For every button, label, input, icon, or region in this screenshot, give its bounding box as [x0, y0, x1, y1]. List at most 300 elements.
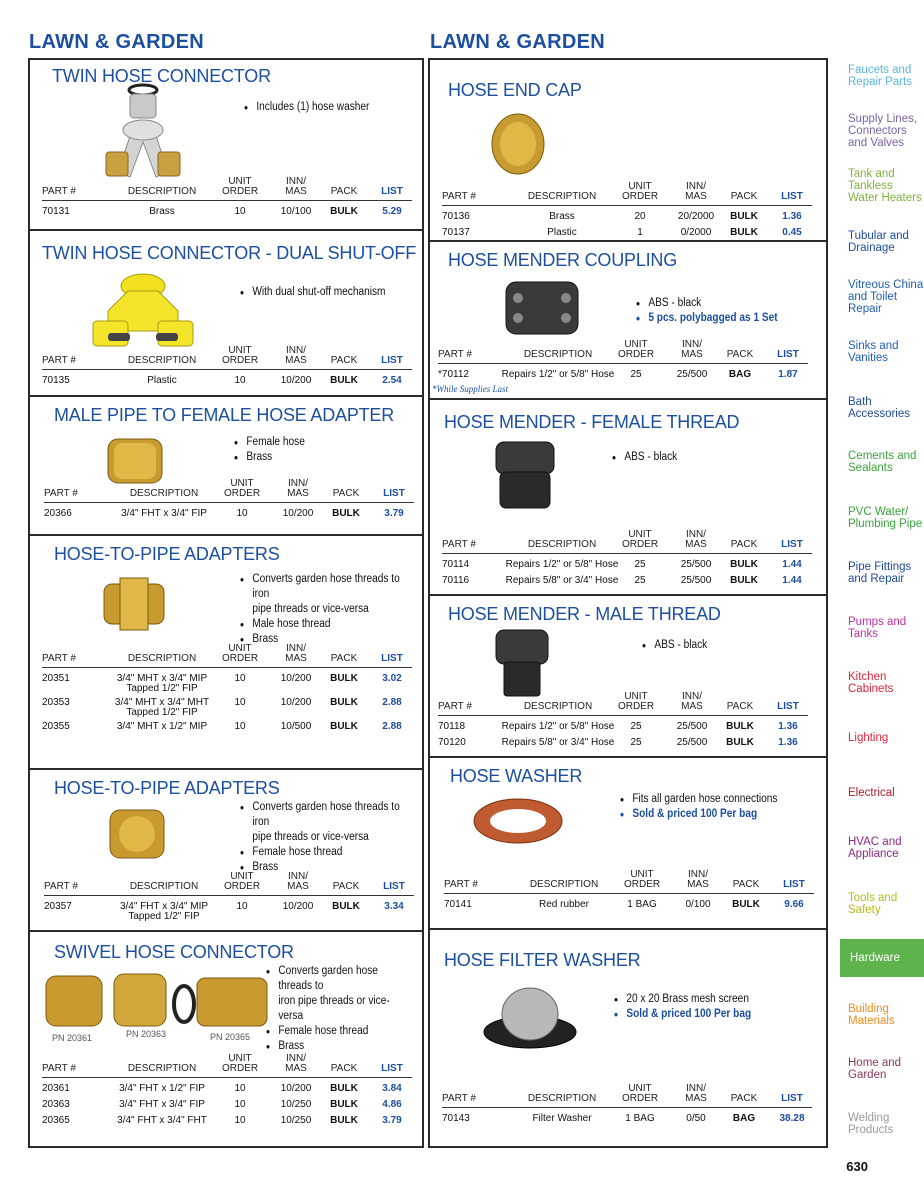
- column-header-part: PART #: [444, 879, 478, 890]
- bullet-item: • Includes (1) hose washer: [244, 100, 369, 115]
- cell-list: 3.34: [384, 901, 404, 912]
- column-header-inn: INN/ MAS: [681, 691, 703, 712]
- cell-inn: 0/50: [686, 1113, 706, 1124]
- column-header-inn: INN/ MAS: [681, 339, 703, 360]
- bullet-item: • ABS - black: [612, 450, 677, 465]
- table-row: [444, 898, 814, 914]
- table-row: [42, 1082, 412, 1098]
- cell-unit: 25: [634, 575, 646, 586]
- column-header-pack: PACK: [726, 701, 754, 712]
- column-header-part: PART #: [44, 881, 78, 892]
- sidebar-category-kitchen-cabinets[interactable]: Kitchen Cabinets: [848, 671, 894, 695]
- cell-part: 20355: [42, 721, 70, 732]
- column-header-list: LIST: [781, 539, 803, 550]
- cell-desc: Plastic: [147, 375, 177, 386]
- product-table: [442, 1080, 812, 1128]
- cell-desc: 3/4" FHT x 3/4" FHT: [117, 1115, 207, 1126]
- section-twin-hose-connector: [28, 58, 424, 231]
- cell-part: 70114: [442, 559, 470, 570]
- cell-list: 2.88: [382, 697, 402, 708]
- cell-list: 1.36: [778, 721, 798, 732]
- cell-pack: BAG: [728, 369, 752, 380]
- cell-unit: 10: [234, 375, 246, 386]
- section-title: SWIVEL HOSE CONNECTOR: [54, 942, 294, 962]
- table-row: [442, 574, 812, 590]
- cell-inn: 10/250: [280, 1099, 312, 1110]
- column-header-inn: INN/ MAS: [287, 478, 309, 499]
- column-header-part: PART #: [42, 186, 76, 197]
- cell-inn: 20/2000: [677, 211, 715, 222]
- cell-unit: 10: [236, 901, 248, 912]
- column-header-list: LIST: [781, 191, 803, 202]
- table-row: [42, 672, 412, 696]
- cell-desc: Brass: [149, 206, 175, 217]
- cell-desc: Filter Washer: [532, 1113, 592, 1124]
- cell-pack: BULK: [330, 206, 358, 217]
- column-header-unit: UNIT ORDER: [221, 176, 259, 197]
- cell-inn: 10/200: [280, 697, 312, 708]
- table-row: [44, 507, 414, 523]
- page-header-left: LAWN & GARDEN: [29, 31, 205, 53]
- cell-list: 1.36: [778, 737, 798, 748]
- table-header: [444, 866, 814, 894]
- column-header-list: LIST: [381, 1063, 403, 1074]
- column-header-list: LIST: [777, 349, 799, 360]
- column-header-unit: UNIT ORDER: [617, 339, 655, 360]
- section-hose-mender-male: [428, 596, 828, 758]
- column-header-part: PART #: [438, 349, 472, 360]
- product-table: [44, 475, 414, 523]
- section-hose-to-pipe-1: [28, 536, 424, 770]
- column-header-list: LIST: [383, 881, 405, 892]
- sidebar-category-pipe-fittings-and-repair[interactable]: Pipe Fittings and Repair: [848, 561, 912, 585]
- cell-inn: 25/500: [676, 737, 708, 748]
- table-header: [42, 640, 412, 668]
- cell-inn: 10/200: [282, 508, 314, 519]
- bullet-list: [240, 572, 400, 647]
- cell-unit: 10: [234, 1083, 246, 1094]
- brass-adapter-image: [106, 806, 168, 862]
- column-header-pack: PACK: [330, 355, 358, 366]
- sidebar-category-pvc-water-plumbing-pipe[interactable]: PVC Water/ Plumbing Pipe: [848, 506, 923, 530]
- cell-desc: 3/4" FHT x 3/4" FIP: [121, 508, 207, 519]
- cell-desc: Repairs 1/2" or 5/8" Hose: [501, 369, 615, 380]
- cell-list: 5.29: [382, 206, 402, 217]
- section-hose-mender-female: [428, 400, 828, 596]
- cell-pack: BULK: [330, 721, 358, 732]
- product-table: [42, 342, 412, 390]
- mender-coupling-image: [502, 276, 582, 340]
- cell-desc: 3/4" MHT x 3/4" MHT Tapped 1/2" FIP: [114, 697, 210, 718]
- column-header-desc: DESCRIPTION: [527, 1093, 597, 1104]
- table-row: [42, 696, 412, 720]
- mender-female-image: [490, 438, 560, 514]
- cell-pack: BULK: [330, 375, 358, 386]
- cell-part: 70143: [442, 1113, 470, 1124]
- product-table: [442, 178, 812, 242]
- table-header: [42, 173, 412, 201]
- brass-adapter-image: [100, 574, 168, 634]
- cell-list: 1.44: [782, 575, 802, 586]
- column-header-desc: DESCRIPTION: [523, 701, 593, 712]
- column-header-list: LIST: [383, 488, 405, 499]
- cell-part: 20351: [42, 673, 70, 684]
- bullet-item: • 20 x 20 Brass mesh screen: [614, 992, 751, 1007]
- sidebar-category-pumps-and-tanks[interactable]: Pumps and Tanks: [848, 616, 907, 640]
- cell-unit: 10: [234, 673, 246, 684]
- sidebar-category-vitreous-china-and-toilet-repair[interactable]: Vitreous China and Toilet Repair: [848, 279, 924, 315]
- part-number-label: PN 20365: [210, 1032, 251, 1042]
- section-title: HOSE END CAP: [448, 80, 582, 100]
- bullet-item: • Converts garden hose threads to iron pipe threads or vice-versa: [240, 572, 400, 617]
- table-row: [442, 226, 812, 242]
- bullet-list: [234, 435, 305, 465]
- sidebar-category-home-and-garden[interactable]: Home and Garden: [848, 1057, 902, 1081]
- column-header-part: PART #: [42, 355, 76, 366]
- column-header-pack: PACK: [330, 653, 358, 664]
- sidebar-category-hardware[interactable]: Hardware: [840, 939, 924, 977]
- table-header: [442, 526, 812, 554]
- column-header-pack: PACK: [330, 186, 358, 197]
- table-header: [44, 868, 414, 896]
- cell-unit: 10: [234, 206, 246, 217]
- sidebar-category-electrical[interactable]: Electrical: [848, 787, 895, 799]
- product-table: [442, 526, 812, 590]
- sidebar-category-sinks-and-vanities[interactable]: Sinks and Vanities: [848, 340, 899, 364]
- section-title: HOSE-TO-PIPE ADAPTERS: [54, 544, 280, 564]
- cell-list: 1.44: [782, 559, 802, 570]
- product-table: [438, 688, 808, 752]
- sidebar-category-welding-products[interactable]: Welding Products: [848, 1112, 894, 1136]
- product-table: [42, 1050, 412, 1130]
- sidebar-category-tank-and-tankless-water-heaters[interactable]: Tank and Tankless Water Heaters: [848, 168, 922, 204]
- section-hose-end-cap: [428, 58, 828, 242]
- table-header: [438, 336, 808, 364]
- cell-pack: BULK: [330, 673, 358, 684]
- bullet-item: • Female hose thread: [240, 845, 400, 860]
- column-header-part: PART #: [438, 701, 472, 712]
- cell-part: 70135: [42, 375, 70, 386]
- column-header-unit: UNIT ORDER: [221, 345, 259, 366]
- cell-pack: BULK: [330, 697, 358, 708]
- column-header-pack: PACK: [730, 1093, 758, 1104]
- cell-list: 3.84: [382, 1083, 402, 1094]
- bullet-list: [240, 800, 400, 875]
- cell-pack: BULK: [726, 721, 754, 732]
- column-header-list: LIST: [781, 1093, 803, 1104]
- cell-desc: Repairs 5/8" or 3/4" Hose: [505, 575, 619, 586]
- sidebar-category-cements-and-sealants[interactable]: Cements and Sealants: [848, 450, 917, 474]
- bullet-list: [642, 638, 707, 653]
- section-title: HOSE-TO-PIPE ADAPTERS: [54, 778, 280, 798]
- cell-pack: BULK: [332, 901, 360, 912]
- column-header-pack: PACK: [332, 488, 360, 499]
- column-header-part: PART #: [42, 653, 76, 664]
- bullet-list: [636, 296, 778, 326]
- cell-list: 1.36: [782, 211, 802, 222]
- bullet-list: [240, 285, 385, 300]
- table-header: [42, 342, 412, 370]
- cell-pack: BULK: [730, 559, 758, 570]
- column-header-pack: PACK: [330, 1063, 358, 1074]
- cell-pack: BULK: [332, 508, 360, 519]
- column-header-desc: DESCRIPTION: [127, 355, 197, 366]
- sidebar-category-supply-lines-connectors-and-valves[interactable]: Supply Lines, Connectors and Valves: [848, 113, 918, 149]
- section-title: TWIN HOSE CONNECTOR - DUAL SHUT-OFF: [42, 243, 417, 263]
- section-swivel-hose-connector: [28, 932, 424, 1148]
- table-row: [438, 368, 808, 384]
- bullet-item: • Brass: [240, 860, 400, 875]
- section-male-pipe-female-hose: [28, 397, 424, 536]
- cell-desc: Red rubber: [538, 899, 590, 910]
- cell-inn: 10/250: [280, 1115, 312, 1126]
- cell-unit: 10: [234, 697, 246, 708]
- cell-inn: 10/200: [280, 375, 312, 386]
- cell-part: 20361: [42, 1083, 70, 1094]
- product-table: [438, 336, 808, 384]
- column-header-part: PART #: [442, 1093, 476, 1104]
- bullet-list: [266, 964, 403, 1054]
- cell-unit: 10: [234, 1115, 246, 1126]
- column-header-unit: UNIT ORDER: [621, 181, 659, 202]
- cell-list: 3.02: [382, 673, 402, 684]
- cell-inn: 25/500: [676, 721, 708, 732]
- column-header-desc: DESCRIPTION: [527, 539, 597, 550]
- table-row: [42, 205, 412, 221]
- cell-desc: 3/4" MHT x 3/4" MIP Tapped 1/2" FIP: [116, 673, 208, 694]
- sidebar-category-building-materials[interactable]: Building Materials: [848, 1003, 895, 1027]
- cell-pack: BULK: [732, 899, 760, 910]
- column-header-unit: UNIT ORDER: [621, 1083, 659, 1104]
- bullet-item: • Brass: [240, 632, 400, 647]
- cell-desc: Repairs 5/8" or 3/4" Hose: [501, 737, 615, 748]
- cell-unit: 25: [630, 721, 642, 732]
- column-header-desc: DESCRIPTION: [129, 488, 199, 499]
- cell-desc: Repairs 1/2" or 5/8" Hose: [505, 559, 619, 570]
- cell-unit: 1 BAG: [625, 1113, 655, 1124]
- cell-inn: 10/200: [280, 673, 312, 684]
- cell-pack: BULK: [330, 1083, 358, 1094]
- table-row: [42, 1114, 412, 1130]
- sidebar-category-lighting[interactable]: Lighting: [848, 732, 889, 744]
- filter-washer-image: [480, 982, 580, 1052]
- column-header-desc: DESCRIPTION: [523, 349, 593, 360]
- cell-inn: 10/200: [282, 901, 314, 912]
- bullet-item: • With dual shut-off mechanism: [240, 285, 385, 300]
- product-table: [42, 173, 412, 221]
- cell-inn: 0/100: [685, 899, 711, 910]
- bullet-item: • Male hose thread: [240, 617, 400, 632]
- column-header-unit: UNIT ORDER: [623, 869, 661, 890]
- section-title: HOSE MENDER COUPLING: [448, 250, 678, 270]
- column-header-desc: DESCRIPTION: [127, 653, 197, 664]
- column-header-inn: INN/ MAS: [685, 1083, 707, 1104]
- section-hose-to-pipe-2: [28, 770, 424, 932]
- column-header-list: LIST: [381, 186, 403, 197]
- cell-inn: 25/500: [680, 559, 712, 570]
- column-header-desc: DESCRIPTION: [527, 191, 597, 202]
- bullet-list: [612, 450, 677, 465]
- table-row: [438, 720, 808, 736]
- table-header: [44, 475, 414, 503]
- table-row: [42, 374, 412, 390]
- cell-inn: 10/100: [280, 206, 312, 217]
- table-header: [442, 178, 812, 206]
- section-hose-mender-coupling: [428, 242, 828, 400]
- bullet-item: • ABS - black: [642, 638, 707, 653]
- cell-part: 20363: [42, 1099, 70, 1110]
- cell-unit: 20: [634, 211, 646, 222]
- bullet-item: • Female hose: [234, 435, 305, 450]
- cell-unit: 10: [234, 721, 246, 732]
- cell-pack: BULK: [726, 737, 754, 748]
- hose-washer-image: [470, 796, 566, 846]
- cell-part: 70141: [444, 899, 472, 910]
- section-hose-washer: [428, 758, 828, 930]
- cell-pack: BULK: [330, 1099, 358, 1110]
- cell-desc: Brass: [549, 211, 575, 222]
- cell-inn: 10/500: [280, 721, 312, 732]
- cell-part: *70112: [438, 369, 469, 380]
- column-header-unit: UNIT ORDER: [621, 529, 659, 550]
- column-header-inn: INN/ MAS: [285, 1053, 307, 1074]
- bullet-item: • Brass: [266, 1039, 403, 1054]
- sidebar-category-tubular-and-drainage[interactable]: Tubular and Drainage: [848, 230, 909, 254]
- cell-part: 70131: [42, 206, 70, 217]
- cell-desc: Repairs 1/2" or 5/8" Hose: [501, 721, 615, 732]
- sidebar-category-bath-accessories[interactable]: Bath Accessories: [848, 396, 910, 420]
- cell-unit: 10: [234, 1099, 246, 1110]
- column-header-part: PART #: [44, 488, 78, 499]
- column-header-inn: INN/ MAS: [685, 181, 707, 202]
- cell-list: 4.86: [382, 1099, 402, 1110]
- bullet-item: • Female hose thread: [266, 1024, 403, 1039]
- cell-pack: BULK: [730, 575, 758, 586]
- cell-list: 3.79: [382, 1115, 402, 1126]
- cell-part: 70116: [442, 575, 470, 586]
- section-title: HOSE WASHER: [450, 766, 583, 786]
- table-header: [42, 1050, 412, 1078]
- cell-pack: BAG: [732, 1113, 756, 1124]
- cell-list: 9.66: [784, 899, 804, 910]
- table-row: [442, 1112, 812, 1128]
- cell-inn: 0/2000: [680, 227, 712, 238]
- column-header-inn: INN/ MAS: [285, 345, 307, 366]
- cell-list: 38.28: [779, 1113, 805, 1124]
- cell-unit: 25: [630, 737, 642, 748]
- table-row: [42, 720, 412, 736]
- column-header-desc: DESCRIPTION: [127, 1063, 197, 1074]
- table-row: [442, 558, 812, 574]
- cell-part: 20357: [44, 901, 72, 912]
- bullet-item: • 5 pcs. polybagged as 1 Set: [636, 311, 778, 326]
- cell-unit: 1 BAG: [627, 899, 657, 910]
- product-table: [44, 868, 414, 924]
- section-title: HOSE MENDER - FEMALE THREAD: [444, 412, 740, 432]
- sidebar-category-hvac-and-appliance[interactable]: HVAC and Appliance: [848, 836, 902, 860]
- column-header-pack: PACK: [730, 539, 758, 550]
- end-cap-image: [488, 112, 548, 176]
- cell-part: 70136: [442, 211, 470, 222]
- bullet-item: • Fits all garden hose connections: [620, 792, 777, 807]
- bullet-item: • Sold & priced 100 Per bag: [614, 1007, 751, 1022]
- section-twin-dual-shutoff: [28, 231, 424, 397]
- column-header-unit: UNIT ORDER: [221, 1053, 259, 1074]
- column-header-desc: DESCRIPTION: [129, 881, 199, 892]
- column-header-list: LIST: [783, 879, 805, 890]
- bullet-item: • ABS - black: [636, 296, 778, 311]
- cell-part: 20366: [44, 508, 72, 519]
- cell-unit: 25: [634, 559, 646, 570]
- column-header-pack: PACK: [726, 349, 754, 360]
- cell-desc: 3/4" FHT x 1/2" FIP: [119, 1083, 205, 1094]
- table-row: [42, 1098, 412, 1114]
- column-header-inn: INN/ MAS: [285, 643, 307, 664]
- cell-unit: 10: [236, 508, 248, 519]
- cell-unit: 25: [630, 369, 642, 380]
- bullet-item: • Converts garden hose threads to iron pipe threads or vice-versa: [240, 800, 400, 845]
- cell-desc: 3/4" FHT x 3/4" FIP: [119, 1099, 205, 1110]
- section-title: MALE PIPE TO FEMALE HOSE ADAPTER: [54, 405, 395, 425]
- cell-inn: 25/500: [680, 575, 712, 586]
- bullet-item: • Sold & priced 100 Per bag: [620, 807, 777, 822]
- cell-list: 1.87: [778, 369, 798, 380]
- cell-pack: BULK: [730, 211, 758, 222]
- product-table: [444, 866, 814, 914]
- column-header-pack: PACK: [732, 879, 760, 890]
- part-number-label: PN 20363: [126, 1029, 167, 1039]
- bullet-list: [614, 992, 751, 1022]
- column-header-list: LIST: [381, 653, 403, 664]
- sidebar-category-tools-and-safety[interactable]: Tools and Safety: [848, 892, 898, 916]
- table-row: [44, 900, 414, 924]
- cell-desc: 3/4" MHT x 1/2" MIP: [116, 721, 208, 732]
- part-number-label: PN 20361: [52, 1033, 93, 1043]
- cell-part: 70118: [438, 721, 466, 732]
- sidebar-category-faucets-and-repair-parts[interactable]: Faucets and Repair Parts: [848, 64, 912, 88]
- cell-part: 70120: [438, 737, 466, 748]
- page-number: 630: [846, 1159, 868, 1174]
- column-header-inn: INN/ MAS: [285, 176, 307, 197]
- cell-desc: Plastic: [547, 227, 577, 238]
- cell-list: 3.79: [384, 508, 404, 519]
- table-header: [442, 1080, 812, 1108]
- column-header-unit: UNIT ORDER: [221, 643, 259, 664]
- column-header-pack: PACK: [730, 191, 758, 202]
- column-header-desc: DESCRIPTION: [529, 879, 599, 890]
- section-hose-filter-washer: [428, 930, 828, 1148]
- cell-inn: 25/500: [676, 369, 708, 380]
- bullet-list: [244, 100, 369, 115]
- cell-pack: BULK: [330, 1115, 358, 1126]
- swivel-connectors-image: [42, 970, 272, 1032]
- cell-list: 2.54: [382, 375, 402, 386]
- column-header-unit: UNIT ORDER: [617, 691, 655, 712]
- column-header-unit: UNIT ORDER: [223, 478, 261, 499]
- cell-pack: BULK: [730, 227, 758, 238]
- twin-connector-image: [98, 82, 188, 182]
- cell-list: 0.45: [782, 227, 802, 238]
- column-header-part: PART #: [42, 1063, 76, 1074]
- table-header: [438, 688, 808, 716]
- column-header-inn: INN/ MAS: [685, 529, 707, 550]
- cell-unit: 1: [637, 227, 643, 238]
- bullet-list: [620, 792, 777, 822]
- supply-note: *While Supplies Last: [432, 384, 508, 394]
- section-title: TWIN HOSE CONNECTOR: [52, 66, 271, 86]
- column-header-part: PART #: [442, 191, 476, 202]
- cell-part: 70137: [442, 227, 470, 238]
